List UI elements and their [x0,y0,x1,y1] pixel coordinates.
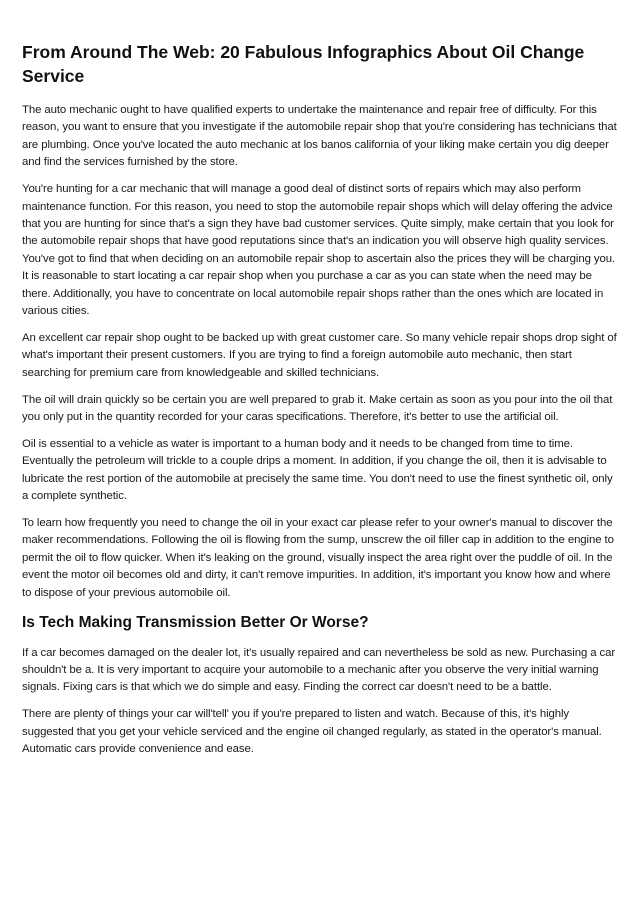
body-paragraph: An excellent car repair shop ought to be backed up with great customer care. So many vehicle repair shops drop sight of what's important their present customers. If you are trying to find a foreign automobile auto mechanic, then start searching for premium care from knowledgeable and skilled technicians. [22,331,617,379]
body-paragraph: If a car becomes damaged on the dealer lot, it's usually repaired and can nevertheless be sold as new. Purchasing a car shouldn't be a. It is very important to acquire your automobile to a mechanic after you observe the very initial warning signals. Fixing cars is that which we do simple and easy. Finding the correct car doesn't need to be a battle. [22,646,616,694]
body-paragraph: You're hunting for a car mechanic that will manage a good deal of distinct sorts of repairs which may also perform maintenance function. For this reason, you need to stop the automobile repair shops which will delay offering the advice that you are hunting for since that's a sign they have bad customer services. Quite simply, make certain that you look for the automobile repair shops that have good reputations since that's an indication you will observe high quality services. You've got to find that when deciding on an automobile repair shop to ascertain also the prices they will be charging you. It is reasonable to start locating a car repair shop when you purchase a car as you can state when the need may be there. Additionally, you have to concentrate on local automobile repair shops rather than the ones which are located in various cities. [22,183,616,317]
body-paragraph: Oil is essential to a vehicle as water is important to a human body and it needs to be changed from time to time. Eventually the petroleum will trickle to a couple drips a moment. In addition, if you change the oil, then it is advisable to lubricate the rest portion of the automobile at precisely the same time. You don't need to use the finest synthetic oil, only a complete synthetic. [22,437,613,503]
body-paragraph: The auto mechanic ought to have qualified experts to undertake the maintenance and repair free of difficulty. For this reason, you want to ensure that you investigate if the automobile repair shop that you're considering has technicians that are plumbing. Once you've located the auto mechanic at los banos california of your liking make certain you dig deeper and find the services furnished by the store. [22,104,617,169]
body-paragraph: The oil will drain quickly so be certain you are well prepared to grab it. Make certain as soon as you pour into the oil that you only put in the quantity recorded for your caras specifications. Therefore, it's better to use the artificial oil. [22,393,613,423]
section-heading: Is Tech Making Transmission Better Or Worse? [22,613,369,631]
document-page [22,40,618,768]
body-paragraph: There are plenty of things your car will'tell' you if you're prepared to listen and watch. Because of this, it's highly suggested that you get your vehicle serviced and the engine oil changed regularly, as stated in the operator's manual. Automatic cars provide convenience and ease. [22,708,602,756]
page-title: From Around The Web: 20 Fabulous Infographics About Oil Change Service [22,42,585,86]
body-paragraph: To learn how frequently you need to change the oil in your exact car please refer to your owner's manual to discover the maker recommendations. Following the oil is flowing from the sump, unscrew the oil filler cap in addition to the engine to permit the oil to flow quicker. When it's leaking on the ground, visually inspect the area right over the puddle of oil. In the event the motor oil becomes old and dirty, it can't remove impurities. In addition, it's important you know how and where to dispose of your previous automobile oil. [22,517,614,599]
